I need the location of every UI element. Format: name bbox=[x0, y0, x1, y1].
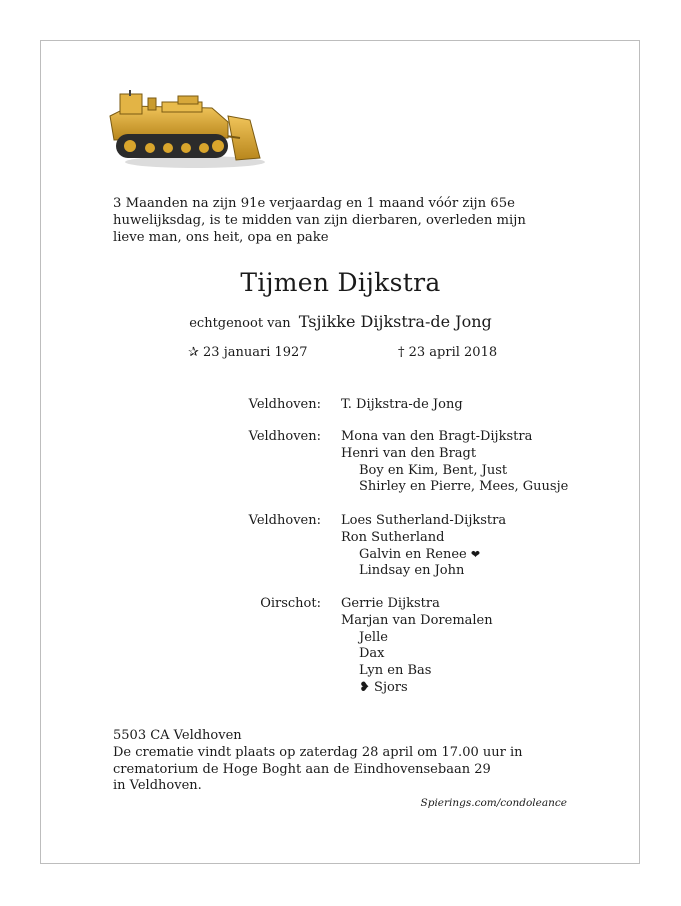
family-members bbox=[341, 596, 493, 697]
family-member: Loes Sutherland-Dijkstra bbox=[341, 513, 507, 528]
family-member-name: Galvin en Renee bbox=[359, 546, 467, 562]
death-date: † 23 april 2018 bbox=[398, 345, 498, 360]
family-members bbox=[341, 513, 506, 580]
family-members bbox=[341, 397, 463, 414]
heart-icon: ❥ bbox=[359, 679, 370, 695]
family-place: Veldhoven: bbox=[248, 429, 321, 444]
bulldozer-icon bbox=[100, 88, 265, 170]
family-member-name: Sjors bbox=[374, 679, 408, 695]
family-members bbox=[341, 429, 568, 496]
family-place: Oirschot: bbox=[260, 596, 321, 611]
family-member: Henri van den Bragt bbox=[341, 445, 477, 461]
spouse-line bbox=[0, 312, 681, 331]
condolence-link[interactable]: Spierings.com/condoleance bbox=[420, 797, 567, 809]
family-member: T. Dijkstra-de Jong bbox=[341, 397, 463, 412]
family-member: Ron Sutherland bbox=[341, 529, 445, 545]
family-member: Lyn en Bas bbox=[359, 663, 432, 679]
family-member: Dax bbox=[359, 646, 385, 662]
family-member: Boy en Kim, Bent, Just bbox=[359, 462, 508, 478]
family-member: Gerrie Dijkstra bbox=[341, 596, 440, 611]
spouse-name: Tsjikke Dijkstra-de Jong bbox=[298, 312, 492, 331]
family-member bbox=[341, 680, 493, 697]
heart-icon: ❤ bbox=[470, 547, 481, 561]
birth-date: ✰ 23 januari 1927 bbox=[188, 345, 308, 360]
spouse-prefix: echtgenoot van bbox=[189, 316, 291, 331]
family-member: Marjan van Doremalen bbox=[341, 612, 493, 628]
family-member bbox=[341, 547, 506, 564]
family-member: Shirley en Pierre, Mees, Guusje bbox=[359, 479, 569, 495]
family-place: Veldhoven: bbox=[248, 397, 321, 412]
deceased-name: Tijmen Dijkstra bbox=[240, 268, 441, 297]
family-member: Jelle bbox=[359, 629, 388, 645]
family-member: Mona van den Bragt-Dijkstra bbox=[341, 429, 533, 444]
intro-text: 3 Maanden na zijn 91e verjaardag en 1 maand vóór zijn 65e huwelijksdag, is te midden van zijn dierbaren, overleden mijn lieve man, ons heit, opa en pake bbox=[113, 196, 526, 245]
ceremony-info: 5503 CA Veldhoven De crematie vindt plaats op zaterdag 28 april om 17.00 uur in crematorium de Hoge Boght aan de Eindhovensebaan 29 in Veldhoven. bbox=[113, 728, 523, 794]
family-member: Lindsay en John bbox=[359, 563, 465, 579]
family-place: Veldhoven: bbox=[248, 513, 321, 528]
